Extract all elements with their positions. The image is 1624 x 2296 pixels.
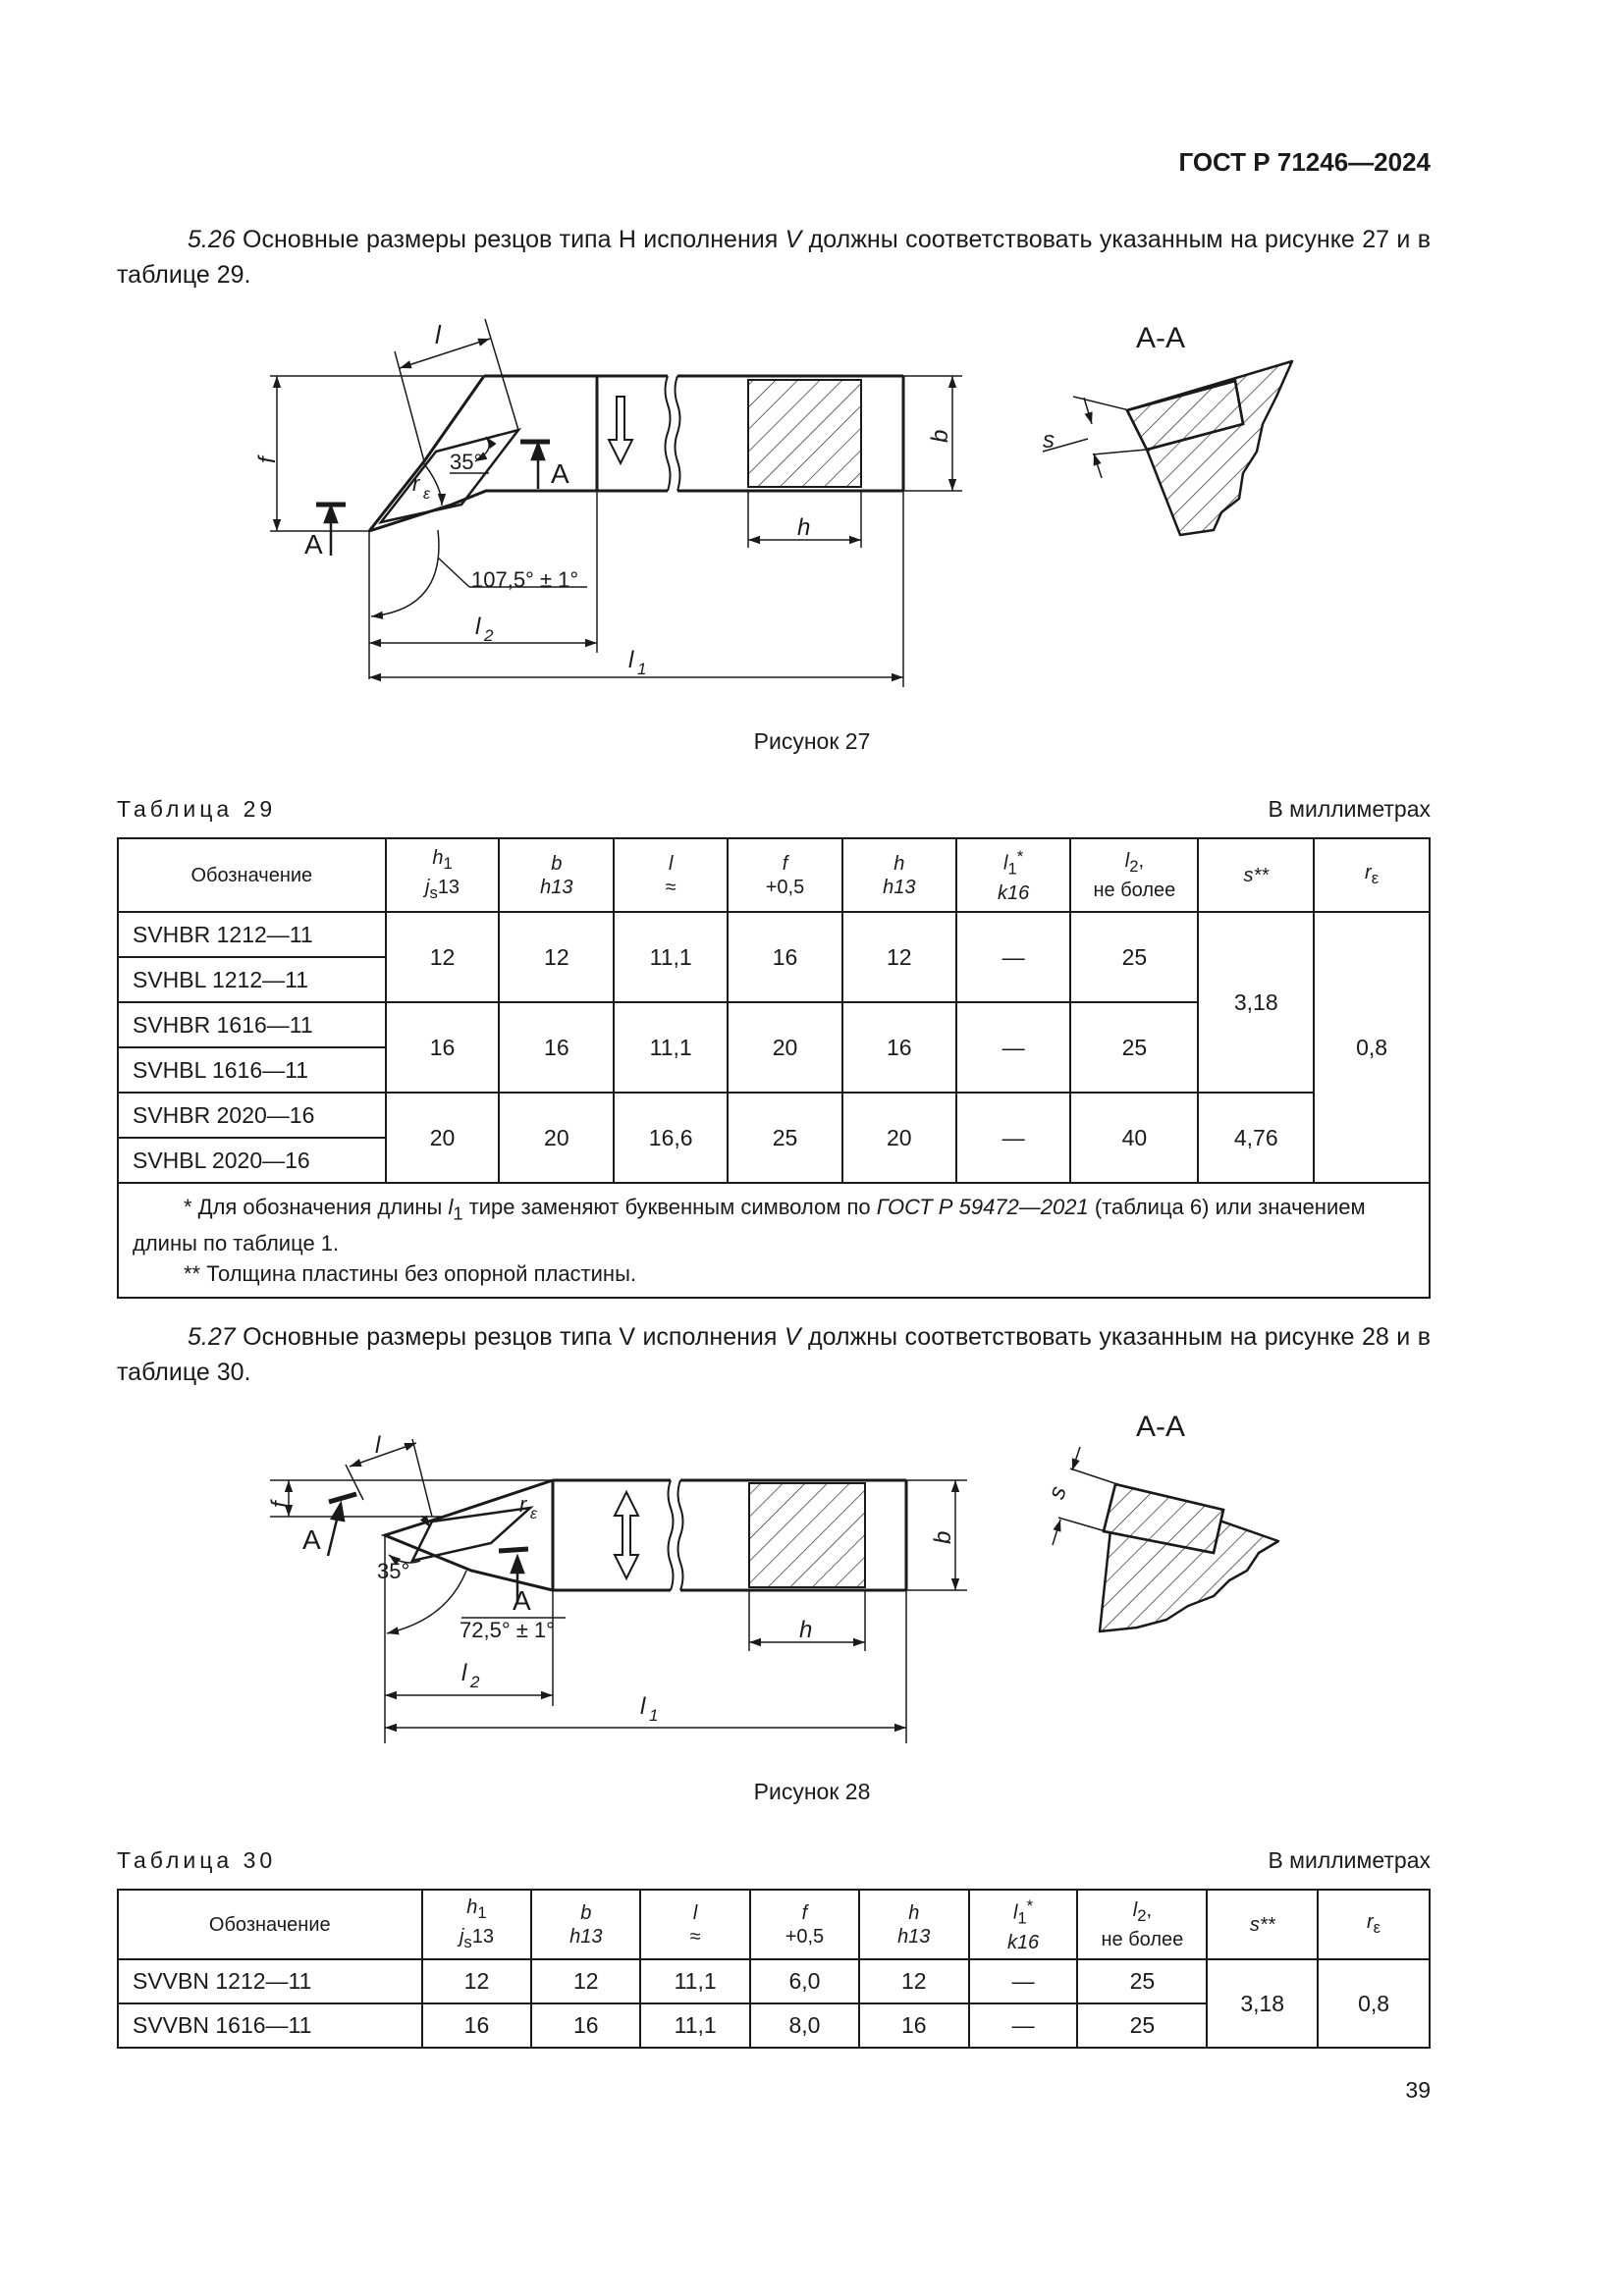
col-b: b h13 <box>499 838 614 912</box>
col-designation: Обозначение <box>118 1890 422 1959</box>
s-cell: 3,18 <box>1207 1959 1318 2048</box>
dim-f-label: f <box>254 456 281 463</box>
h1-cell: 12 <box>386 912 500 1002</box>
dim-l2-label: l <box>475 614 481 640</box>
f-cell: 16 <box>728 912 842 1002</box>
l-cell: 11,1 <box>640 1959 750 2003</box>
designation-cell: SVHBR 2020—16 <box>118 1093 386 1138</box>
l-cell: 11,1 <box>640 2003 750 2048</box>
designation-cell: SVHBL 1616—11 <box>118 1047 386 1093</box>
paragraph-text-end: должны соответствовать указанным на рисунке 28 и в таблице 30. <box>117 1323 1431 1386</box>
h1-cell: 20 <box>386 1093 500 1183</box>
dim-l2-label: l <box>461 1660 467 1686</box>
table-29-label: Таблица 29 <box>117 796 277 822</box>
radius-subscript: ε <box>423 486 431 503</box>
table-row <box>118 1093 1430 1138</box>
h-cell: 16 <box>842 1002 956 1093</box>
table-30 <box>117 1889 1431 2049</box>
l-cell: 11,1 <box>614 912 728 1002</box>
table-row <box>118 1959 1430 2003</box>
dim-f-label: f <box>267 1501 294 1508</box>
table-30-label: Таблица 30 <box>117 1847 277 1873</box>
dim-b-label: b <box>930 1530 956 1544</box>
table-header-row <box>118 838 1430 912</box>
col-s: s** <box>1198 838 1314 912</box>
footnote-1: * Для обозначения длины $l_1$ тире заменяют буквенным символом по ГОСТ Р 59472—2021 (таблица 6) или значением длины по таблице 1. <box>133 1195 1366 1256</box>
angle-main-label: 107,5° ± 1° <box>471 567 579 592</box>
col-l2: $l_2$, не более <box>1070 838 1198 912</box>
col-h1: $h_1$ $j_s13$ <box>386 838 500 912</box>
section-view-label: А-А <box>1136 1411 1186 1443</box>
col-r: $r_\varepsilon$ <box>1318 1890 1430 1959</box>
h-cell: 20 <box>842 1093 956 1183</box>
designation-cell: SVVBN 1212—11 <box>118 1959 422 2003</box>
designation-cell: SVVBN 1616—11 <box>118 2003 422 2048</box>
l1-cell: — <box>956 912 1071 1002</box>
b-cell: 16 <box>499 1002 614 1093</box>
table-footnotes <box>118 1183 1430 1298</box>
l-cell: 16,6 <box>614 1093 728 1183</box>
designation-cell: SVHBR 1212—11 <box>118 912 386 957</box>
col-r: $r_\varepsilon$ <box>1314 838 1430 912</box>
dim-h-label: h <box>799 1617 813 1643</box>
section-mark-a-right: А <box>513 1585 531 1616</box>
radius-subscript: ε <box>530 1506 538 1522</box>
s-cell: 3,18 <box>1198 912 1314 1093</box>
table-29 <box>117 837 1431 1299</box>
page-number: 39 <box>1405 2077 1431 2103</box>
col-l1: $l_1^*$ k16 <box>956 838 1071 912</box>
col-f: f +0,5 <box>750 1890 859 1959</box>
h1-cell: 12 <box>422 1959 532 2003</box>
angle-35: 35° <box>377 1559 410 1583</box>
col-f: f +0,5 <box>728 838 842 912</box>
col-l: l ≈ <box>614 838 728 912</box>
col-l1: $l_1^*$ k16 <box>969 1890 1078 1959</box>
designation-cell: SVHBL 2020—16 <box>118 1138 386 1183</box>
dim-l1-label: l <box>628 647 634 673</box>
b-cell: 16 <box>531 2003 640 2048</box>
variant-symbol: V <box>784 1323 801 1351</box>
r-cell: 0,8 <box>1314 912 1430 1183</box>
dim-l2-subscript: 2 <box>484 626 494 645</box>
paragraph-text: Основные размеры резцов типа V исполнения <box>235 1323 785 1351</box>
dim-l1-subscript: 1 <box>637 660 647 678</box>
l2-cell: 25 <box>1077 2003 1207 2048</box>
dim-l1-subscript: 1 <box>649 1706 659 1725</box>
clause-number: 5.27 <box>188 1323 236 1351</box>
table-header-row <box>118 1890 1430 1959</box>
h1-cell: 16 <box>422 2003 532 2048</box>
b-cell: 12 <box>499 912 614 1002</box>
l2-cell: 40 <box>1070 1093 1198 1183</box>
col-h: h h13 <box>859 1890 969 1959</box>
dim-b-label: b <box>927 429 953 443</box>
table-footnote-row <box>118 1183 1430 1298</box>
col-l2: $l_2$, не более <box>1077 1890 1207 1959</box>
l2-cell: 25 <box>1070 912 1198 1002</box>
l2-cell: 25 <box>1077 1959 1207 2003</box>
col-b: b h13 <box>531 1890 640 1959</box>
variant-symbol: V <box>785 226 802 253</box>
col-h: h h13 <box>842 838 956 912</box>
dim-l-label: l <box>375 1432 381 1459</box>
dim-l-label: l <box>435 320 441 349</box>
b-cell: 20 <box>499 1093 614 1183</box>
section-mark-a-right: А <box>551 458 569 489</box>
figure-27-drawing <box>0 314 1624 697</box>
f-cell: 6,0 <box>750 1959 859 2003</box>
l1-cell: — <box>956 1002 1071 1093</box>
f-cell: 8,0 <box>750 2003 859 2048</box>
h-cell: 12 <box>842 912 956 1002</box>
dim-h-label: h <box>797 514 811 541</box>
designation-cell: SVHBR 1616—11 <box>118 1002 386 1047</box>
dim-s-label: s <box>1043 1482 1072 1503</box>
f-cell: 25 <box>728 1093 842 1183</box>
table-row <box>118 912 1430 957</box>
section-mark-a-left: А <box>302 1524 321 1555</box>
h1-cell: 16 <box>386 1002 500 1093</box>
angle-35: 35° <box>450 450 483 474</box>
dim-l1-label: l <box>640 1693 646 1720</box>
footnote-2: ** Толщина пластины без опорной пластины. <box>184 1261 636 1287</box>
designation-cell: SVHBL 1212—11 <box>118 957 386 1002</box>
paragraph-text: Основные размеры резцов типа H исполнения <box>235 226 785 253</box>
col-l: l ≈ <box>640 1890 750 1959</box>
table-30-units: В миллиметрах <box>1268 1847 1431 1873</box>
col-designation: Обозначение <box>118 838 386 912</box>
paragraph-text-end: должны соответствовать указанным на рисунке 27 и в таблице 29. <box>117 226 1431 289</box>
radius-label: r <box>412 471 420 496</box>
section-mark-a-left: А <box>304 529 323 560</box>
dim-s-label: s <box>1043 427 1055 454</box>
radius-label: r <box>519 1492 527 1517</box>
col-h1: $h_1$ $j_s13$ <box>422 1890 532 1959</box>
document-code: ГОСТ Р 71246—2024 <box>1178 147 1431 177</box>
angle-main-label: 72,5° ± 1° <box>460 1618 555 1642</box>
l-cell: 11,1 <box>614 1002 728 1093</box>
l1-cell: — <box>969 1959 1078 2003</box>
f-cell: 20 <box>728 1002 842 1093</box>
paragraph-5-26 <box>117 222 1431 293</box>
h-cell: 12 <box>859 1959 969 2003</box>
col-s: s** <box>1207 1890 1318 1959</box>
figure-28-caption: Рисунок 28 <box>753 1779 871 1804</box>
r-cell: 0,8 <box>1318 1959 1430 2048</box>
table-29-units: В миллиметрах <box>1268 796 1431 822</box>
l1-cell: — <box>956 1093 1071 1183</box>
l2-cell: 25 <box>1070 1002 1198 1093</box>
h-cell: 16 <box>859 2003 969 2048</box>
b-cell: 12 <box>531 1959 640 2003</box>
section-view-label: А-А <box>1136 322 1186 354</box>
figure-27-caption: Рисунок 27 <box>753 728 871 754</box>
figure-28-drawing <box>0 1394 1624 1747</box>
s-cell: 4,76 <box>1198 1093 1314 1183</box>
dim-l2-subscript: 2 <box>470 1673 480 1691</box>
clause-number: 5.26 <box>188 226 236 253</box>
l1-cell: — <box>969 2003 1078 2048</box>
paragraph-5-27 <box>117 1319 1431 1390</box>
